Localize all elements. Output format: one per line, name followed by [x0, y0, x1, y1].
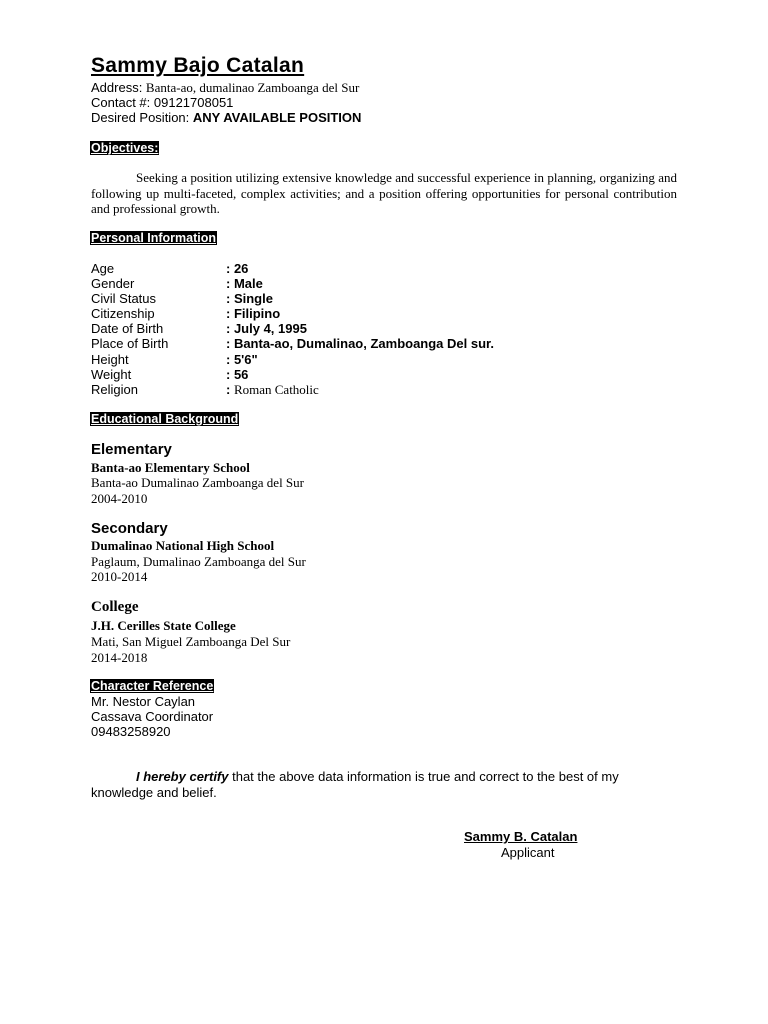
religion-label: Religion — [91, 382, 138, 397]
place-of-birth-value: : Banta-ao, Dumalinao, Zamboanga Del sur. — [226, 336, 494, 351]
elementary-school: Banta-ao Elementary School — [91, 460, 250, 475]
elementary-address: Banta-ao Dumalinao Zamboanga del Sur — [91, 475, 304, 490]
religion-colon: : — [226, 382, 234, 397]
citizenship-label: Citizenship — [91, 306, 155, 321]
contact-line — [91, 95, 233, 110]
contact-value: 09121708051 — [153, 95, 234, 110]
objectives-text: Seeking a position utilizing extensive knowledge and successful experience in planning, organizing and following up multi-faceted, complex activities; and a position offering opportunities for personal contribution and professional growth. — [91, 170, 677, 216]
elementary-years: 2004-2010 — [91, 491, 148, 506]
desired-position-line — [91, 110, 361, 125]
applicant-name: Sammy Bajo Catalan — [91, 54, 305, 77]
education-heading: Educational Background — [91, 412, 239, 426]
address-line — [91, 80, 359, 95]
certification-lead: I hereby certify — [136, 769, 229, 784]
signatory-name: Sammy B. Catalan — [464, 829, 578, 844]
secondary-heading: Secondary — [91, 520, 168, 537]
reference-phone: 09483258920 — [91, 724, 171, 739]
place-of-birth-label: Place of Birth — [91, 336, 169, 351]
personal-info-heading: Personal Information — [91, 231, 217, 245]
citizenship-value: : Filipino — [226, 306, 281, 321]
gender-value: : Male — [226, 276, 263, 291]
reference-title: Cassava Coordinator — [91, 709, 214, 724]
elementary-heading: Elementary — [91, 441, 172, 458]
college-years: 2014-2018 — [91, 650, 148, 665]
religion-value — [226, 382, 319, 397]
position-value: ANY AVAILABLE POSITION — [192, 110, 362, 125]
civil-status-value: : Single — [226, 291, 273, 306]
date-of-birth-value: : July 4, 1995 — [226, 321, 307, 336]
address-label: Address: — [91, 80, 146, 95]
address-value: Banta-ao, dumalinao Zamboanga del Sur — [145, 80, 360, 95]
objectives-heading: Objectives: — [91, 141, 159, 155]
date-of-birth-label: Date of Birth — [91, 321, 164, 336]
certification-statement — [91, 769, 677, 801]
college-heading: College — [91, 599, 139, 615]
secondary-address: Paglaum, Dumalinao Zamboanga del Sur — [91, 554, 306, 569]
secondary-school: Dumalinao National High School — [91, 538, 275, 553]
certification-rest: that the above data information is true and correct to the best of my knowledge and belief. — [91, 769, 619, 800]
secondary-years: 2010-2014 — [91, 569, 148, 584]
college-address: Mati, San Miguel Zamboanga Del Sur — [91, 634, 291, 649]
signatory-role: Applicant — [501, 845, 555, 860]
contact-label: Contact #: — [91, 95, 154, 110]
weight-label: Weight — [91, 367, 132, 382]
gender-label: Gender — [91, 276, 135, 291]
weight-value: : 56 — [226, 367, 249, 382]
position-label: Desired Position: — [91, 110, 193, 125]
religion-text: Roman Catholic — [233, 382, 319, 397]
college-school: J.H. Cerilles State College — [91, 618, 236, 633]
age-label: Age — [91, 261, 115, 276]
reference-name: Mr. Nestor Caylan — [91, 694, 196, 709]
height-value: : 5'6" — [226, 352, 258, 367]
civil-status-label: Civil Status — [91, 291, 157, 306]
character-reference-heading: Character Reference — [91, 679, 214, 693]
height-label: Height — [91, 352, 129, 367]
age-value: : 26 — [226, 261, 249, 276]
